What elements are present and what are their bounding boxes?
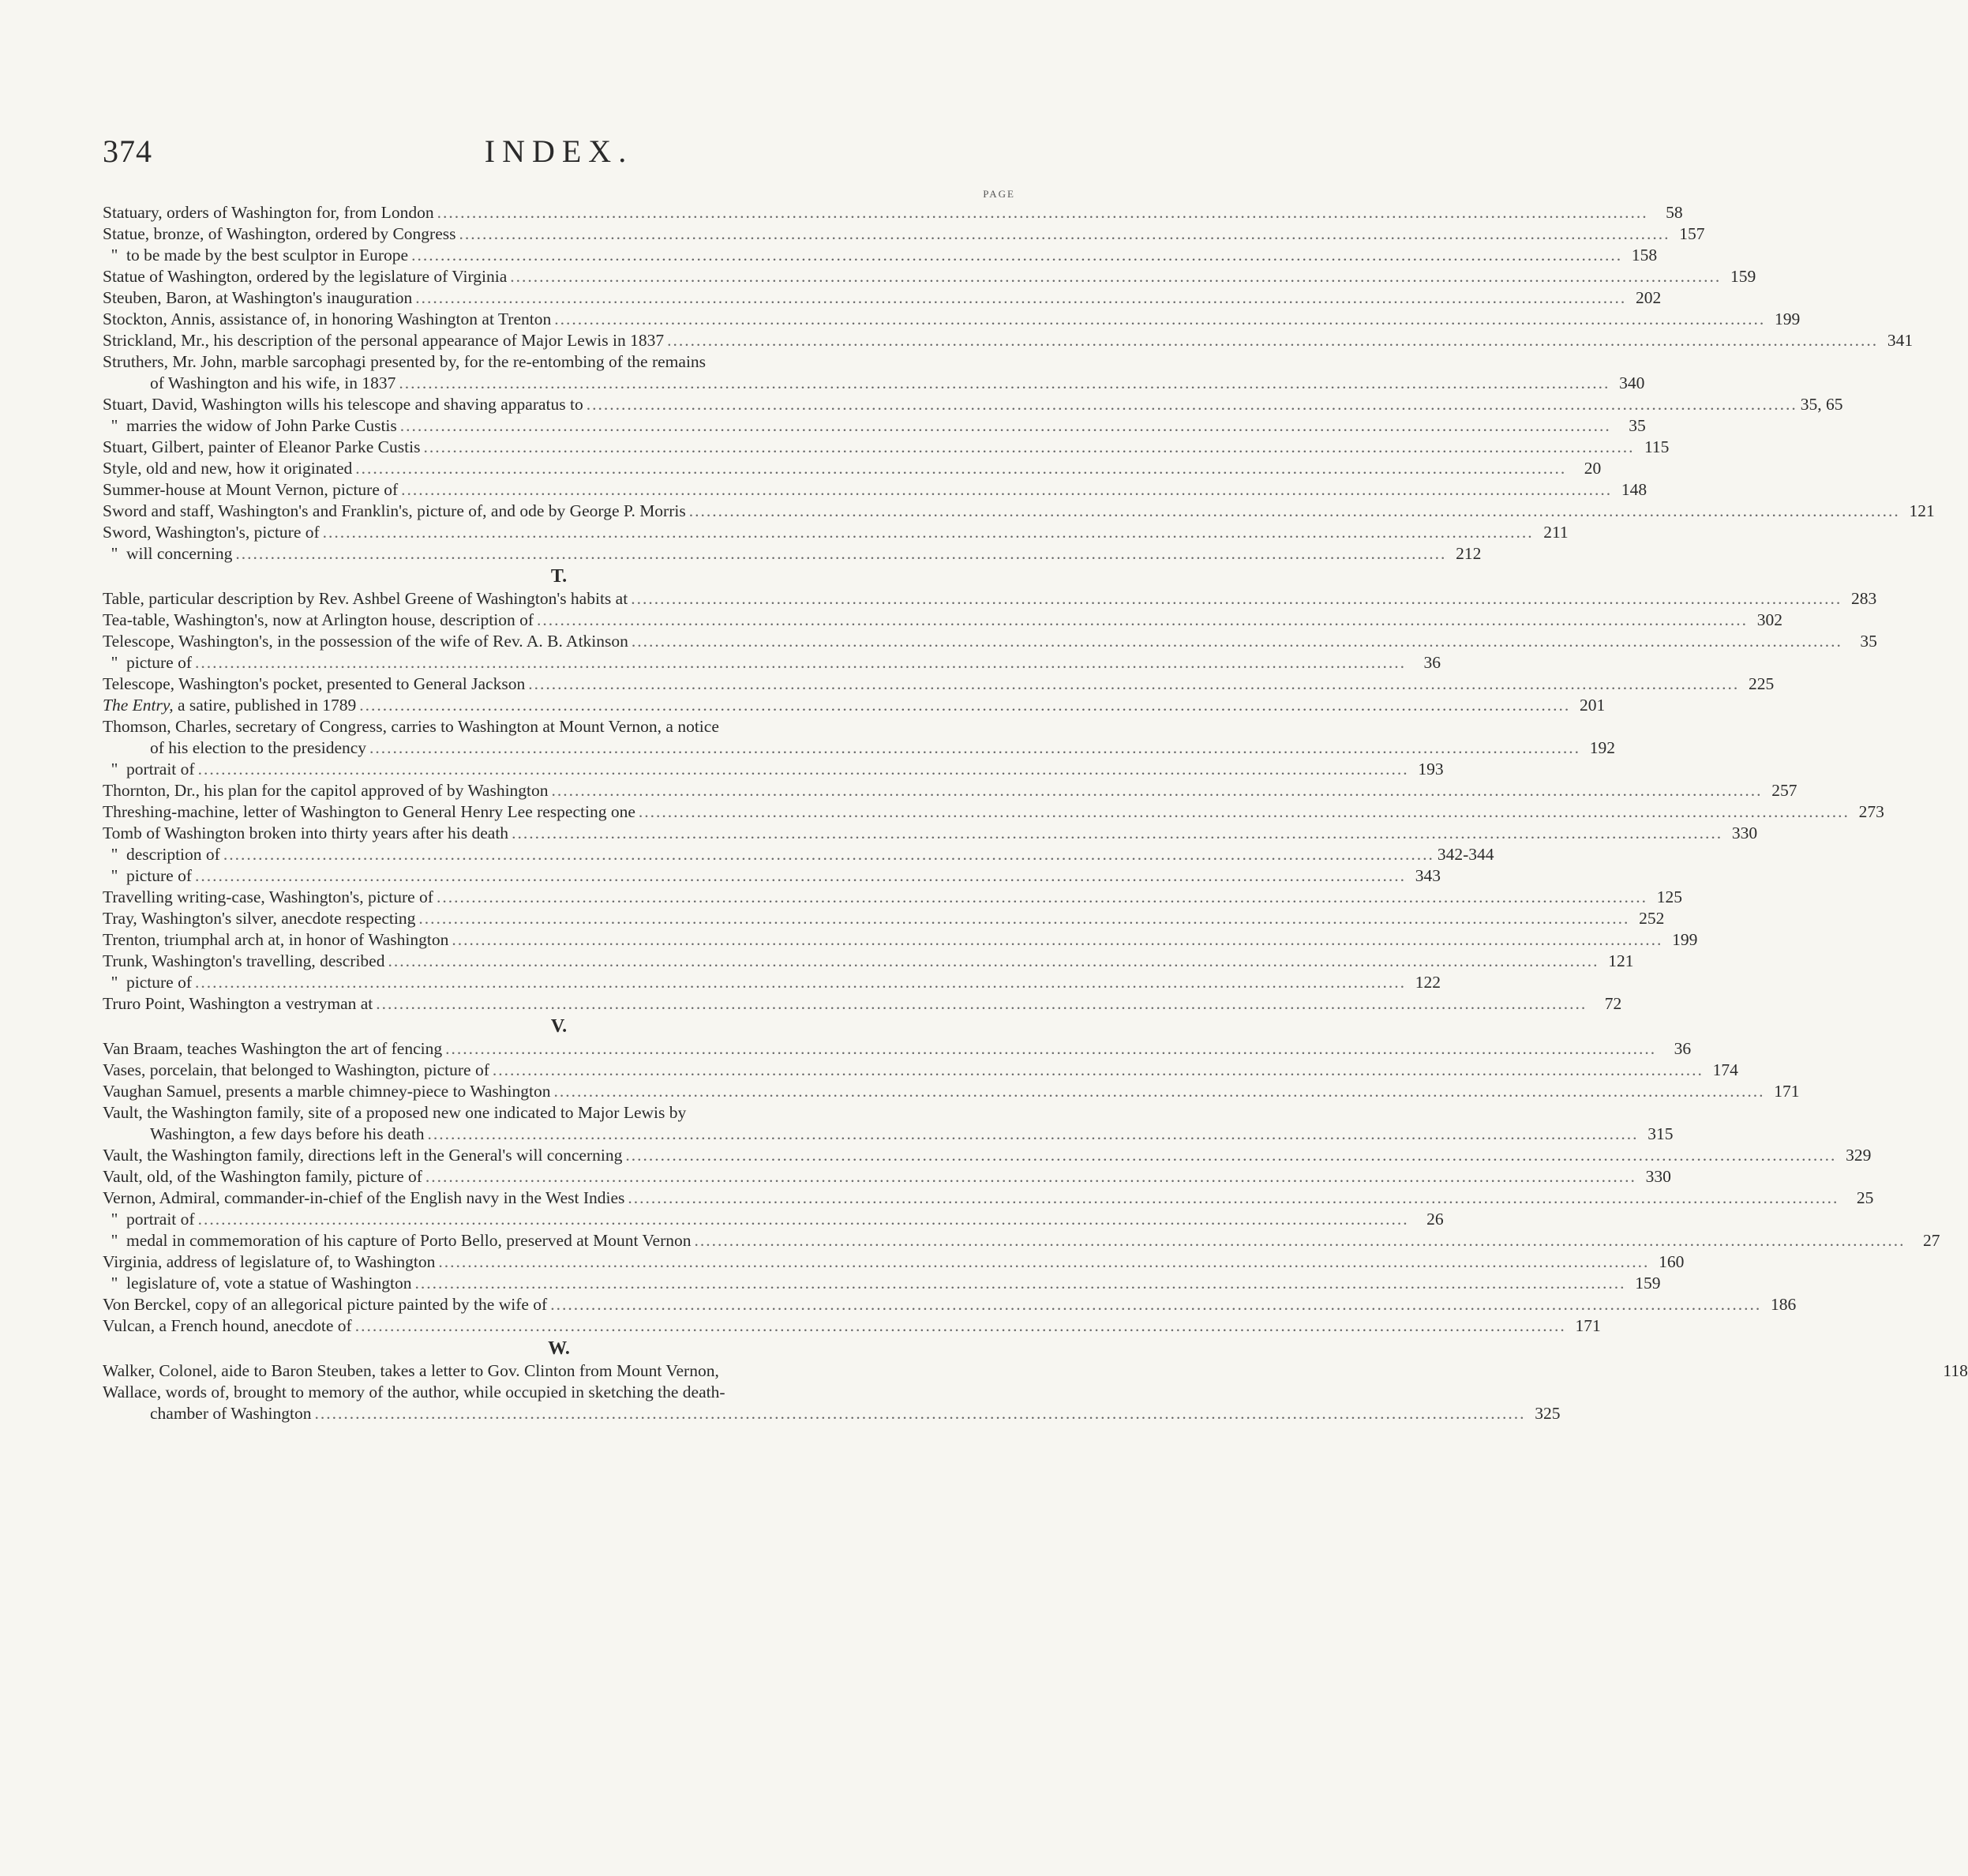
- entry-text: [103, 1230, 692, 1251]
- index-entry: [103, 458, 1602, 479]
- index-entry: [103, 1382, 1015, 1403]
- ditto-mark: ": [111, 653, 118, 672]
- index-entry: [103, 610, 1783, 631]
- entry-label: Walker, Colonel, aide to Baron Steuben, takes a letter to Gov. Clinton from Mount Vernon,: [103, 1361, 719, 1380]
- leader-dots: [192, 972, 1409, 993]
- page-header: [103, 133, 1015, 172]
- ditto-mark: ": [111, 544, 118, 563]
- page-ref: 157: [1679, 224, 1705, 243]
- index-entry: [103, 844, 1494, 865]
- page-ref: 257: [1771, 781, 1797, 800]
- continuation-text: Washington, a few days before his death: [150, 1124, 425, 1143]
- leader-dots: [692, 1230, 1909, 1251]
- page-ref: 58: [1666, 203, 1683, 222]
- index-entry: [103, 543, 1482, 565]
- entry-label: will concerning: [126, 544, 233, 563]
- entry-text: [103, 716, 719, 737]
- page-ref: 283: [1850, 589, 1877, 608]
- entry-label: Tea-table, Washington's, now at Arlington house, description of: [103, 610, 534, 629]
- page-ref: 20: [1584, 459, 1602, 478]
- entry-label: Trenton, triumphal arch at, in honor of Washington: [103, 930, 449, 949]
- leader-dots: [397, 415, 1614, 437]
- page-ref: 186: [1770, 1295, 1797, 1314]
- entry-label: Stockton, Annis, assistance of, in honoring Washington at Trenton: [103, 310, 552, 328]
- leader-dots: [434, 202, 1651, 223]
- page-ref: 26: [1426, 1210, 1444, 1229]
- entry-text: [103, 245, 408, 266]
- leader-dots: [422, 1166, 1640, 1188]
- page-ref: 27: [1923, 1231, 1940, 1250]
- entry-text: [103, 780, 549, 801]
- index-entry: [103, 823, 1758, 844]
- entry-text: [103, 351, 706, 373]
- page-ref: 148: [1621, 480, 1647, 499]
- index-entry: [103, 929, 1698, 951]
- entry-text: [103, 437, 420, 458]
- index-entry: [103, 951, 1634, 972]
- running-title: INDEX.: [484, 133, 634, 169]
- entry-text: [103, 1294, 547, 1315]
- leader-dots: [456, 223, 1674, 245]
- entry-text: [103, 394, 583, 415]
- entry-label: Strickland, Mr., his description of the personal appearance of Major Lewis in 1837: [103, 331, 665, 350]
- entry-label: Stuart, Gilbert, painter of Eleanor Parke Custis: [103, 437, 421, 456]
- leader-dots: [489, 1060, 1707, 1081]
- continuation-text: of his election to the presidency: [150, 738, 367, 757]
- entry-label: Summer-house at Mount Vernon, picture of: [103, 480, 399, 499]
- index-entry: [103, 887, 1682, 908]
- page-ref: 35: [1860, 632, 1877, 651]
- leader-dots: [352, 1315, 1569, 1337]
- index-entry-continuation: [103, 373, 1645, 394]
- page-ref: 35: [1629, 416, 1646, 435]
- page-ref: 330: [1645, 1167, 1671, 1186]
- entry-text: [103, 1060, 489, 1081]
- entry-text: [103, 1188, 624, 1209]
- page-ref: 160: [1659, 1252, 1685, 1271]
- index-entry: [103, 501, 1935, 522]
- entry-label: Style, old and new, how it originated: [103, 459, 353, 478]
- index-entry: [103, 801, 1884, 823]
- entry-label: Vaughan Samuel, presents a marble chimney-piece to Washington: [103, 1082, 551, 1101]
- index-entry: [103, 522, 1569, 543]
- entry-label: Telescope, Washington's pocket, presented to General Jackson: [103, 674, 526, 693]
- index-entry: [103, 993, 1622, 1015]
- ditto-mark: ": [111, 1210, 118, 1229]
- index-entry: [103, 1060, 1738, 1081]
- page-ref: 193: [1418, 760, 1444, 779]
- index-entry: [103, 1209, 1444, 1230]
- leader-dots: [195, 1209, 1412, 1230]
- index-entry: [103, 588, 1877, 610]
- entry-label: legislature of, vote a statue of Washington: [126, 1274, 412, 1293]
- ditto-mark: ": [111, 760, 118, 779]
- entry-text: [103, 1166, 422, 1188]
- index-entry: [103, 309, 1801, 330]
- italic-title: The Entry,: [103, 696, 174, 715]
- index-list: [103, 202, 1968, 1424]
- entry-label: Tomb of Washington broken into thirty years after his death: [103, 824, 509, 842]
- leader-dots: [398, 479, 1615, 501]
- index-entry: [103, 1315, 1601, 1337]
- entry-label: Van Braam, teaches Washington the art of fencing: [103, 1039, 443, 1058]
- page-ref: 118: [1943, 1361, 1968, 1380]
- leader-dots: [311, 1403, 1528, 1424]
- entry-label: marries the widow of John Parke Custis: [126, 416, 397, 435]
- page-ref: 122: [1415, 973, 1441, 992]
- page-ref: 225: [1748, 674, 1775, 693]
- index-entry: [103, 1145, 1872, 1166]
- index-entry: [103, 287, 1662, 309]
- entry-label: Telescope, Washington's, in the possession of the wife of Rev. A. B. Atkinson: [103, 632, 628, 651]
- index-entry: [103, 394, 1843, 415]
- entry-label: Struthers, Mr. John, marble sarcophagi presented by, for the re-entombing of the remains: [103, 352, 707, 371]
- leader-dots: [320, 522, 1537, 543]
- entry-label: Statue, bronze, of Washington, ordered by Congress: [103, 224, 456, 243]
- entry-label: portrait of: [126, 760, 195, 779]
- leader-dots: [425, 1124, 1642, 1145]
- entry-label: Vault, the Washington family, site of a proposed new one indicated to Major Lewis by: [103, 1103, 687, 1122]
- entry-label: to be made by the best sculptor in Europe: [126, 246, 409, 265]
- page-ref: 159: [1635, 1274, 1661, 1293]
- index-entry: [103, 1251, 1685, 1273]
- entry-label: Vulcan, a French hound, anecdote of: [103, 1316, 352, 1335]
- page-ref: 36: [1674, 1039, 1692, 1058]
- entry-label: picture of: [126, 866, 192, 885]
- page-ref: 171: [1575, 1316, 1601, 1335]
- entry-text: [103, 543, 232, 565]
- entry-label: picture of: [126, 973, 192, 992]
- entry-label: medal in commemoration of his capture of Porto Bello, preserved at Mount Vernon: [126, 1231, 692, 1250]
- page-ref: 211: [1543, 523, 1569, 542]
- entry-label: Thomson, Charles, secretary of Congress, carries to Washington at Mount Vernon, a notice: [103, 717, 719, 736]
- entry-text: [103, 759, 195, 780]
- index-entry-continuation: [103, 737, 1616, 759]
- entry-label: Vault, the Washington family, directions left in the General's will concerning: [103, 1146, 623, 1165]
- entry-label: Statue of Washington, ordered by the legislature of Virginia: [103, 267, 508, 286]
- page-ref: 35, 65: [1800, 395, 1843, 414]
- index-entry: [103, 865, 1441, 887]
- index-entry: [103, 1188, 1874, 1209]
- leader-dots: [508, 823, 1726, 844]
- entry-text: [103, 695, 356, 716]
- entry-label: Threshing-machine, letter of Washington to General Henry Lee respecting one: [103, 802, 635, 821]
- leader-dots: [549, 780, 1766, 801]
- leader-dots: [433, 887, 1651, 908]
- section-letter: T.: [550, 566, 568, 587]
- page-ref: 330: [1731, 824, 1758, 842]
- ditto-mark: ": [111, 973, 118, 992]
- index-entry: [103, 223, 1705, 245]
- entry-label: picture of: [126, 653, 192, 672]
- entry-label: Thornton, Dr., his plan for the capitol approved of by Washington: [103, 781, 549, 800]
- index-entry: [103, 1230, 1940, 1251]
- ditto-mark: ": [111, 1274, 118, 1293]
- leader-dots: [412, 1273, 1629, 1294]
- page-ref: 212: [1456, 544, 1482, 563]
- entry-label: Wallace, words of, brought to memory of the author, while occupied in sketching the death-: [103, 1383, 725, 1401]
- entry-text: [103, 908, 415, 929]
- index-entry: [103, 1166, 1671, 1188]
- entry-text: [103, 309, 551, 330]
- leader-dots: [534, 610, 1751, 631]
- entry-text: [103, 993, 373, 1015]
- ditto-mark: ": [111, 246, 118, 265]
- section-letter: W.: [548, 1338, 570, 1359]
- entry-label: Vault, old, of the Washington family, picture of: [103, 1167, 422, 1186]
- index-entry: [103, 351, 1015, 373]
- page-ref: 252: [1639, 909, 1665, 928]
- entry-text: [103, 501, 686, 522]
- page-ref: 121: [1608, 951, 1634, 970]
- entry-text: [103, 1081, 550, 1102]
- leader-dots: [356, 695, 1573, 716]
- index-entry: [103, 1360, 1968, 1382]
- page-ref: 343: [1415, 866, 1441, 885]
- leader-dots: [635, 801, 1853, 823]
- entry-text: [103, 1360, 719, 1382]
- leader-dots: [448, 929, 1666, 951]
- index-entry: [103, 780, 1797, 801]
- index-entry-continuation: [103, 1124, 1674, 1145]
- entry-label: Travelling writing-case, Washington's, picture of: [103, 887, 433, 906]
- leader-dots: [420, 437, 1637, 458]
- index-entry: [103, 673, 1775, 695]
- page-ref: 171: [1774, 1082, 1800, 1101]
- ditto-mark: ": [111, 416, 118, 435]
- entry-text: [103, 287, 412, 309]
- entry-label: Truro Point, Washington a vestryman at: [103, 994, 373, 1013]
- index-entry: [103, 972, 1441, 993]
- entry-text: [103, 522, 320, 543]
- index-entry: [103, 1081, 1800, 1102]
- entry-text: [103, 652, 192, 673]
- entry-text: [103, 588, 628, 610]
- entry-text: [103, 929, 448, 951]
- leader-dots: [192, 865, 1409, 887]
- entry-text: [103, 823, 508, 844]
- leader-dots: [442, 1038, 1659, 1060]
- page-number: 374: [103, 133, 152, 169]
- leader-dots: [232, 543, 1449, 565]
- page-ref: 199: [1774, 310, 1801, 328]
- entry-label: Vases, porcelain, that belonged to Washington, picture of: [103, 1060, 489, 1079]
- entry-text: [103, 951, 384, 972]
- page-ref: 158: [1631, 246, 1658, 265]
- entry-text: [103, 1145, 622, 1166]
- entry-text: [103, 1251, 435, 1273]
- leader-dots: [395, 373, 1613, 394]
- page-ref: 340: [1619, 373, 1645, 392]
- index-entry-continuation: [103, 1403, 1561, 1424]
- leader-dots: [583, 394, 1801, 415]
- leader-dots: [373, 993, 1590, 1015]
- entry-text: [103, 458, 352, 479]
- leader-dots: [352, 458, 1569, 479]
- entry-label: Table, particular description by Rev. Ashbel Greene of Washington's habits at: [103, 589, 628, 608]
- leader-dots: [525, 673, 1742, 695]
- leader-dots: [628, 631, 1846, 652]
- page-ref: 199: [1672, 930, 1698, 949]
- leader-dots: [547, 1294, 1764, 1315]
- page-ref: 174: [1712, 1060, 1738, 1079]
- leader-dots: [366, 737, 1584, 759]
- index-entry: [103, 266, 1756, 287]
- leader-dots: [412, 287, 1629, 309]
- leader-dots: [550, 1081, 1767, 1102]
- entry-label: description of: [126, 845, 220, 864]
- ditto-mark: ": [111, 845, 118, 864]
- entry-text: [103, 1382, 725, 1403]
- entry-label: Statuary, orders of Washington for, from London: [103, 203, 434, 222]
- entry-text: [103, 673, 525, 695]
- leader-dots: [220, 844, 1438, 865]
- entry-label: Sword, Washington's, picture of: [103, 523, 320, 542]
- leader-dots: [192, 652, 1409, 673]
- leader-dots: [622, 1145, 1839, 1166]
- entry-text: [103, 887, 433, 908]
- entry-label: Trunk, Washington's travelling, described: [103, 951, 385, 970]
- index-entry: [103, 479, 1647, 501]
- page-ref: 115: [1644, 437, 1670, 456]
- leader-dots: [384, 951, 1602, 972]
- entry-text: [103, 479, 398, 501]
- page-ref: 201: [1580, 696, 1606, 715]
- leader-dots: [507, 266, 1724, 287]
- page-ref: 325: [1535, 1404, 1561, 1423]
- index-entry: [103, 1102, 1015, 1124]
- entry-text: [103, 1315, 352, 1337]
- leader-dots: [435, 1251, 1652, 1273]
- page-ref: 329: [1846, 1146, 1872, 1165]
- entry-text: [103, 1273, 412, 1294]
- leader-dots: [408, 245, 1625, 266]
- index-entry: [103, 437, 1670, 458]
- page-ref: 342-344: [1437, 845, 1494, 864]
- entry-text: [103, 801, 635, 823]
- entry-label: a satire, published in 1789: [177, 696, 357, 715]
- entry-text: [103, 202, 434, 223]
- index-entry: [103, 716, 1015, 737]
- index-entry: [103, 202, 1683, 223]
- entry-text: [103, 844, 220, 865]
- index-entry: [103, 652, 1441, 673]
- entry-text: [103, 266, 507, 287]
- index-entry: [103, 631, 1877, 652]
- index-entry: [103, 1294, 1797, 1315]
- page-ref: 192: [1589, 738, 1616, 757]
- page-ref: 302: [1756, 610, 1783, 629]
- index-entry: [103, 330, 1914, 351]
- entry-text: [103, 1038, 442, 1060]
- entry-label: Virginia, address of legislature of, to Washington: [103, 1252, 436, 1271]
- entry-text: [103, 1102, 686, 1124]
- index-entry: [103, 245, 1658, 266]
- section-letter: V.: [550, 1016, 568, 1037]
- ditto-mark: ": [111, 866, 118, 885]
- entry-label: Von Berckel, copy of an allegorical picture painted by the wife of: [103, 1295, 548, 1314]
- page-ref: 125: [1656, 887, 1682, 906]
- leader-dots: [195, 759, 1412, 780]
- page-ref: 72: [1604, 994, 1622, 1013]
- page-ref: 202: [1636, 288, 1662, 307]
- entry-text: [103, 610, 534, 631]
- index-entry: [103, 415, 1646, 437]
- entry-label: Sword and staff, Washington's and Franklin's, picture of, and ode by George P. Morris: [103, 501, 686, 520]
- entry-label: portrait of: [126, 1210, 195, 1229]
- page-ref: 36: [1423, 653, 1441, 672]
- leader-dots: [664, 330, 1881, 351]
- index-entry: [103, 1273, 1661, 1294]
- index-entry: [103, 908, 1665, 929]
- page-ref: 159: [1730, 267, 1756, 286]
- leader-dots: [628, 588, 1845, 610]
- index-entry: [103, 759, 1444, 780]
- page-ref: 315: [1647, 1124, 1674, 1143]
- entry-text: [103, 865, 192, 887]
- leader-dots: [415, 908, 1633, 929]
- index-entry: [103, 1038, 1692, 1060]
- index-entry: [103, 695, 1606, 716]
- entry-text: [103, 330, 664, 351]
- page-ref: 341: [1887, 331, 1914, 350]
- entry-label: Steuben, Baron, at Washington's inauguration: [103, 288, 413, 307]
- entry-text: [103, 631, 628, 652]
- entry-text: [103, 1209, 195, 1230]
- page-column-label: PAGE: [983, 188, 1015, 200]
- leader-dots: [551, 309, 1768, 330]
- page-ref: 273: [1858, 802, 1884, 821]
- entry-label: Tray, Washington's silver, anecdote respecting: [103, 909, 416, 928]
- entry-label: Vernon, Admiral, commander-in-chief of the English navy in the West Indies: [103, 1188, 625, 1207]
- page-ref: 25: [1856, 1188, 1874, 1207]
- continuation-text: of Washington and his wife, in 1837: [150, 373, 396, 392]
- page-ref: 121: [1909, 501, 1935, 520]
- entry-text: [103, 223, 456, 245]
- entry-text: [103, 415, 397, 437]
- leader-dots: [686, 501, 1903, 522]
- leader-dots: [624, 1188, 1842, 1209]
- continuation-text: chamber of Washington: [150, 1404, 312, 1423]
- entry-text: [103, 972, 192, 993]
- ditto-mark: ": [111, 1231, 118, 1250]
- entry-label: Stuart, David, Washington wills his telescope and shaving apparatus to: [103, 395, 583, 414]
